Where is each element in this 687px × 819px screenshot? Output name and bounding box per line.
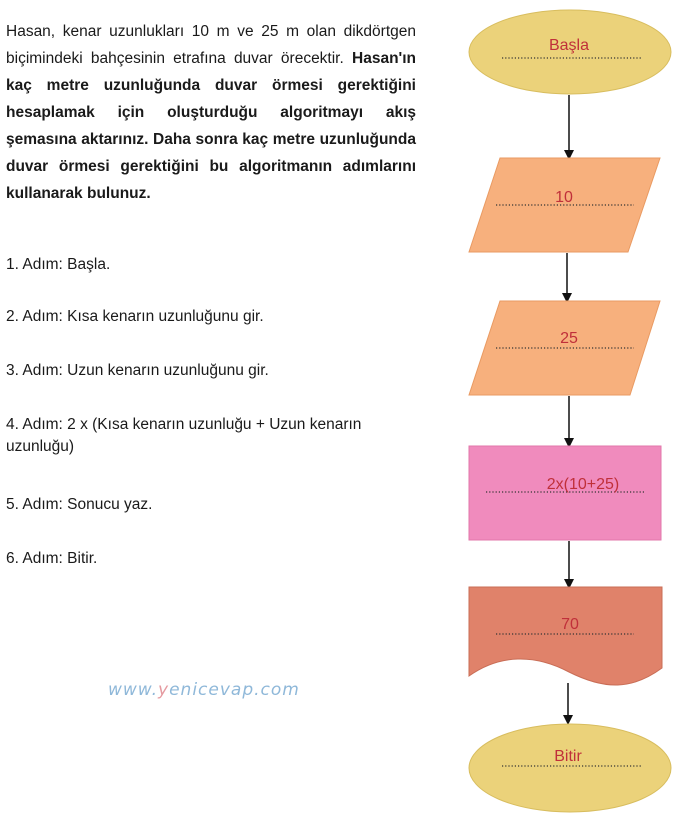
step-5: 5. Adım: Sonucu yaz. — [6, 496, 153, 513]
output-label: 70 — [561, 616, 579, 633]
question-task: Hasan'ın kaç metre uzunluğunda duvar örmesi gerektiğini hesaplamak için oluşturduğu algoritmayı akış şemasına aktarınız. Daha sonra kaç metre uzunluğunda duvar örmesi gerektiğini bu algoritmanın adımlarını kullanarak bulunuz. — [6, 50, 416, 202]
watermark-prefix: www. — [108, 680, 159, 700]
watermark-brand-rest: enicevap.com — [169, 680, 300, 700]
end-label: Bitir — [554, 748, 582, 765]
input2-label: 25 — [560, 330, 578, 347]
step-2: 2. Adım: Kısa kenarın uzunluğunu gir. — [6, 308, 264, 325]
step-4: 4. Adım: 2 x (Kısa kenarın uzunluğu + Uzun kenarın uzunluğu) — [6, 416, 362, 455]
process-shape — [469, 446, 661, 540]
question-intro: Hasan, kenar uzunlukları 10 m ve 25 m olan dikdörtgen biçimindeki bahçesinin etrafına duvar örecektir. — [6, 23, 416, 67]
output-shape — [469, 587, 662, 685]
process-label: 2x(10+25) — [546, 476, 620, 493]
step-6: 6. Adım: Bitir. — [6, 550, 98, 567]
step-3: 3. Adım: Uzun kenarın uzunluğunu gir. — [6, 362, 269, 379]
input1-label: 10 — [555, 189, 573, 206]
watermark-brand-start: y — [158, 680, 170, 700]
step-1: 1. Adım: Başla. — [6, 256, 111, 273]
end-terminal — [469, 724, 671, 812]
start-label: Başla — [548, 37, 590, 54]
